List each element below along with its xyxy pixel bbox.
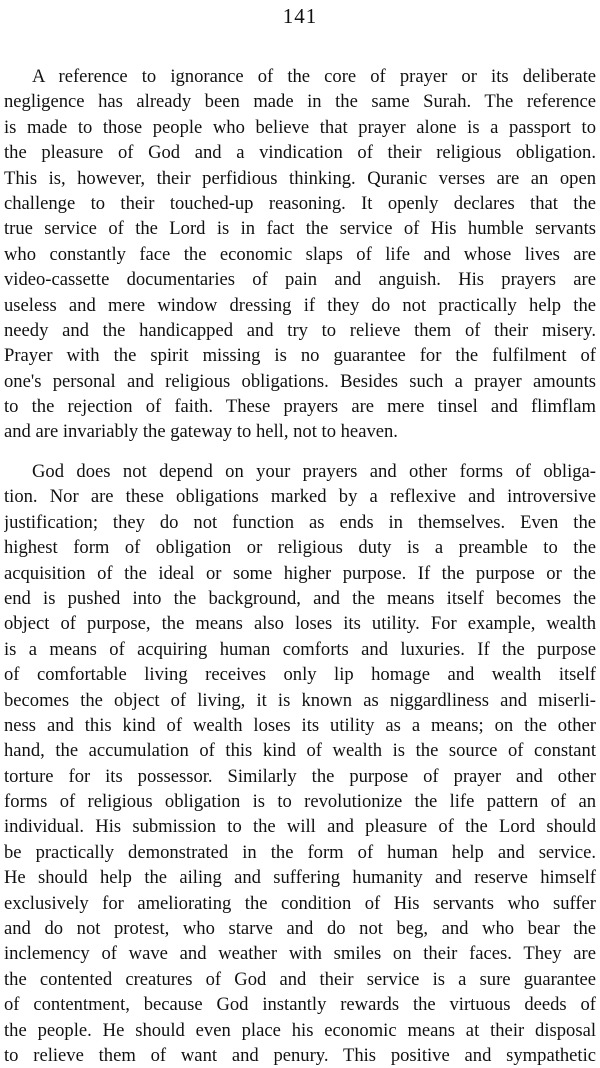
text-line: becomes the object of living, it is known as niggardliness and miserli- — [4, 689, 596, 711]
text-line: one's personal and religious obligations. Besides such a prayer amounts — [4, 370, 596, 392]
text-line: tion. Nor are these obligations marked by a reflexive and introversive — [4, 486, 596, 508]
text-line: the pleasure of God and a vindication of their religious obligation. — [4, 142, 596, 164]
text-line: to relieve them of want and penury. This positive and sympathetic — [4, 1044, 596, 1066]
paragraph-obligation-purpose — [4, 459, 596, 1068]
paragraph-prayer-reference — [4, 64, 596, 445]
text-line: Prayer with the spirit missing is no guarantee for the fulfilment of — [4, 345, 596, 367]
text-line: highest form of obligation or religious duty is a preamble to the — [4, 537, 596, 559]
text-line: useless and mere window dressing if they do not practically help the — [4, 294, 596, 316]
text-line: object of purpose, the means also loses its utility. For example, wealth — [4, 613, 596, 635]
text-line: torture for its possessor. Similarly the purpose of prayer and other — [4, 765, 596, 787]
text-line: is a means of acquiring human comforts and luxuries. If the purpose — [4, 638, 596, 660]
text-line: video-cassette documentaries of pain and anguish. His prayers are — [4, 269, 596, 291]
text-line: individual. His submission to the will and pleasure of the Lord should — [4, 816, 596, 838]
text-line: who constantly face the economic slaps of life and whose lives are — [4, 243, 596, 265]
text-line: the people. He should even place his economic means at their disposal — [4, 1019, 596, 1041]
text-line: and do not protest, who starve and do not beg, and who bear the — [4, 918, 596, 940]
text-line: A reference to ignorance of the core of prayer or its deliberate — [32, 66, 596, 87]
text-line: forms of religious obligation is to revolutionize the life pattern of an — [4, 791, 596, 813]
text-line: hand, the accumulation of this kind of wealth is the source of constant — [4, 740, 596, 762]
text-line: acquisition of the ideal or some higher purpose. If the purpose or the — [4, 562, 596, 584]
text-line: the contented creatures of God and their service is a sure guarantee — [4, 968, 596, 990]
text-line: negligence has already been made in the same Surah. The reference — [4, 91, 596, 113]
text-line: needy and the handicapped and try to relieve them of their misery. — [4, 319, 596, 341]
text-line: justification; they do not function as ends in themselves. Even the — [4, 511, 596, 533]
text-line: He should help the ailing and suffering humanity and reserve himself — [4, 867, 596, 889]
text-line: challenge to their touched-up reasoning. It openly declares that the — [4, 192, 596, 214]
text-line: of contentment, because God instantly rewards the virtuous deeds of — [4, 994, 596, 1016]
text-line: God does not depend on your prayers and other forms of obliga- — [32, 461, 596, 482]
text-line: of comfortable living receives only lip homage and wealth itself — [4, 664, 596, 686]
text-line: exclusively for ameliorating the condition of His servants who suffer — [4, 892, 596, 914]
text-line: ness and this kind of wealth loses its utility as a means; on the other — [4, 714, 596, 736]
text-line: is made to those people who believe that prayer alone is a passport to — [4, 116, 596, 138]
text-line: This is, however, their perfidious thinking. Quranic verses are an open — [4, 167, 596, 189]
page-number: 141 — [282, 4, 318, 28]
text-line: be practically demonstrated in the form of human help and service. — [4, 841, 596, 863]
text-line: end is pushed into the background, and the means itself becomes the — [4, 587, 596, 609]
text-line: to the rejection of faith. These prayers are mere tinsel and flimflam — [4, 396, 596, 418]
text-line: and are invariably the gateway to hell, not to heaven. — [4, 421, 398, 443]
text-line: inclemency of wave and weather with smiles on their faces. They are — [4, 943, 596, 965]
text-line: true service of the Lord is in fact the service of His humble servants — [4, 218, 596, 240]
